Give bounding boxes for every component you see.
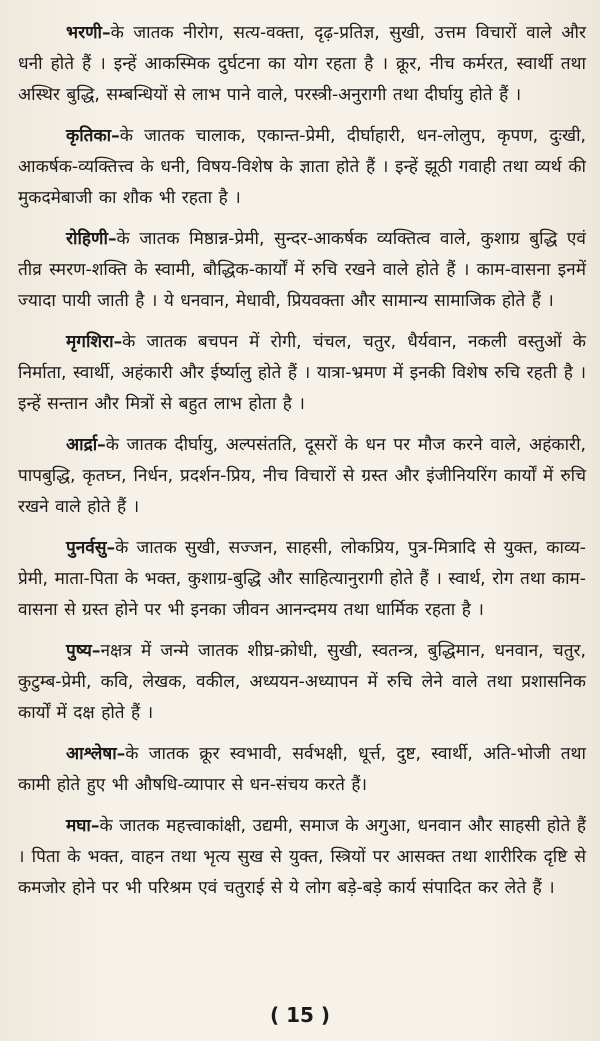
entry-term: मघा– [66,816,100,836]
entry-text: के जातक दीर्घायु, अल्पसंतति, दूसरों के धन पर मौज करने वाले, अहंकारी, पापबुद्धि, कृतघ्न, निर्धन, प्रदर्शन-प्रिय, नीच विचारों से ग्रस्त और इंजीनियरिंग कार्यों में रुचि रखने वाले होते हैं । [18,435,586,517]
entry-bharani [18,18,586,111]
entry-text: के जातक नीरोग, सत्य-वक्ता, दृढ़-प्रतिज्ञ, सुखी, उत्तम विचारों वाले और धनी होते हैं । इन्हें आकस्मिक दुर्घटना का योग रहता है । क्रूर, नीच कर्मरत, स्वार्थी तथा अस्थिर बुद्धि, सम्बन्धियों से लाभ पाने वाले, परस्त्री-अनुरागी तथा दीर्घायु होते हैं । [18,23,586,105]
entry-text: के जातक बचपन में रोगी, चंचल, चतुर, धैर्यवान, नकली वस्तुओं के निर्माता, स्वार्थी, अहंकारी और ईर्ष्यालु होते हैं । यात्रा-भ्रमण में इनकी विशेष रुचि रहती है । इन्हें सन्तान और मित्रों से बहुत लाभ होता है । [18,332,586,414]
entry-magha [18,811,586,904]
entry-krittika [18,121,586,214]
entry-pushya [18,636,586,729]
entry-text: के जातक मिष्ठान्न-प्रेमी, सुन्दर-आकर्षक व्यक्तित्व वाले, कुशाग्र बुद्धि एवं तीव्र स्मरण-शक्ति के स्वामी, बौद्धिक-कार्यों में रुचि रखने वाले होते हैं । काम-वासना इनमें ज्यादा पायी जाती है । ये धनवान, मेधावी, प्रियवक्ता और सामान्य सामाजिक होते हैं । [18,229,586,311]
entry-ardra [18,430,586,523]
entry-term: आश्लेषा– [66,744,126,764]
entry-ashlesha [18,739,586,801]
entry-punarvasu [18,533,586,626]
entry-text: नक्षत्र में जन्मे जातक शीघ्र-क्रोधी, सुखी, स्वतन्त्र, बुद्धिमान, धनवान, चतुर, कुटुम्ब-प्रेमी, कवि, लेखक, वकील, अध्ययन-अध्यापन में रुचि लेने वाले तथा प्रशासनिक कार्यों में दक्ष होते हैं । [18,641,586,723]
entry-text: के जातक सुखी, सज्जन, साहसी, लोकप्रिय, पुत्र-मित्रादि से युक्त, काव्य-प्रेमी, माता-पिता के भक्त, कुशाग्र-बुद्धि और साहित्यानुरागी होते हैं । स्वार्थ, रोग तथा काम-वासना से ग्रस्त होने पर भी इनका जीवन आनन्दमय तथा धार्मिक रहता है । [18,538,586,620]
entry-mrigashira [18,327,586,420]
entry-term: मृगशिरा– [66,332,123,352]
entry-text: के जातक चालाक, एकान्त-प्रेमी, दीर्घाहारी, धन-लोलुप, कृपण, दुःखी, आकर्षक-व्यक्तित्त्व के धनी, विषय-विशेष के ज्ञाता होते हैं । इन्हें झूठी गवाही तथा व्यर्थ की मुकदमेबाजी का शौक भी रहता है । [18,126,586,208]
entries-container [18,18,586,904]
page-number: ( 15 ) [269,1003,331,1027]
entry-term: आर्द्रा– [66,435,106,455]
entry-term: कृतिका– [66,126,120,146]
entry-term: भरणी– [66,23,111,43]
entry-text: के जातक महत्त्वाकांक्षी, उद्यमी, समाज के अगुआ, धनवान और साहसी होते हैं । पिता के भक्त, वाहन तथा भृत्य सुख से युक्त, स्त्रियों पर आसक्त तथा शारीरिक दृष्टि से कमजोर होने पर भी परिश्रम एवं चतुराई से ये लोग बड़े-बड़े कार्य संपादित कर लेते हैं । [18,816,586,898]
entry-term: पुनर्वसु– [66,538,116,558]
entry-rohini [18,224,586,317]
entry-term: पुष्य– [66,641,101,661]
entry-term: रोहिणी– [66,229,117,249]
entry-text: के जातक क्रूर स्वभावी, सर्वभक्षी, धूर्त्त, दुष्ट, स्वार्थी, अति-भोजी तथा कामी होते हुए भी औषधि-व्यापार से धन-संचय करते हैं। [18,744,586,795]
